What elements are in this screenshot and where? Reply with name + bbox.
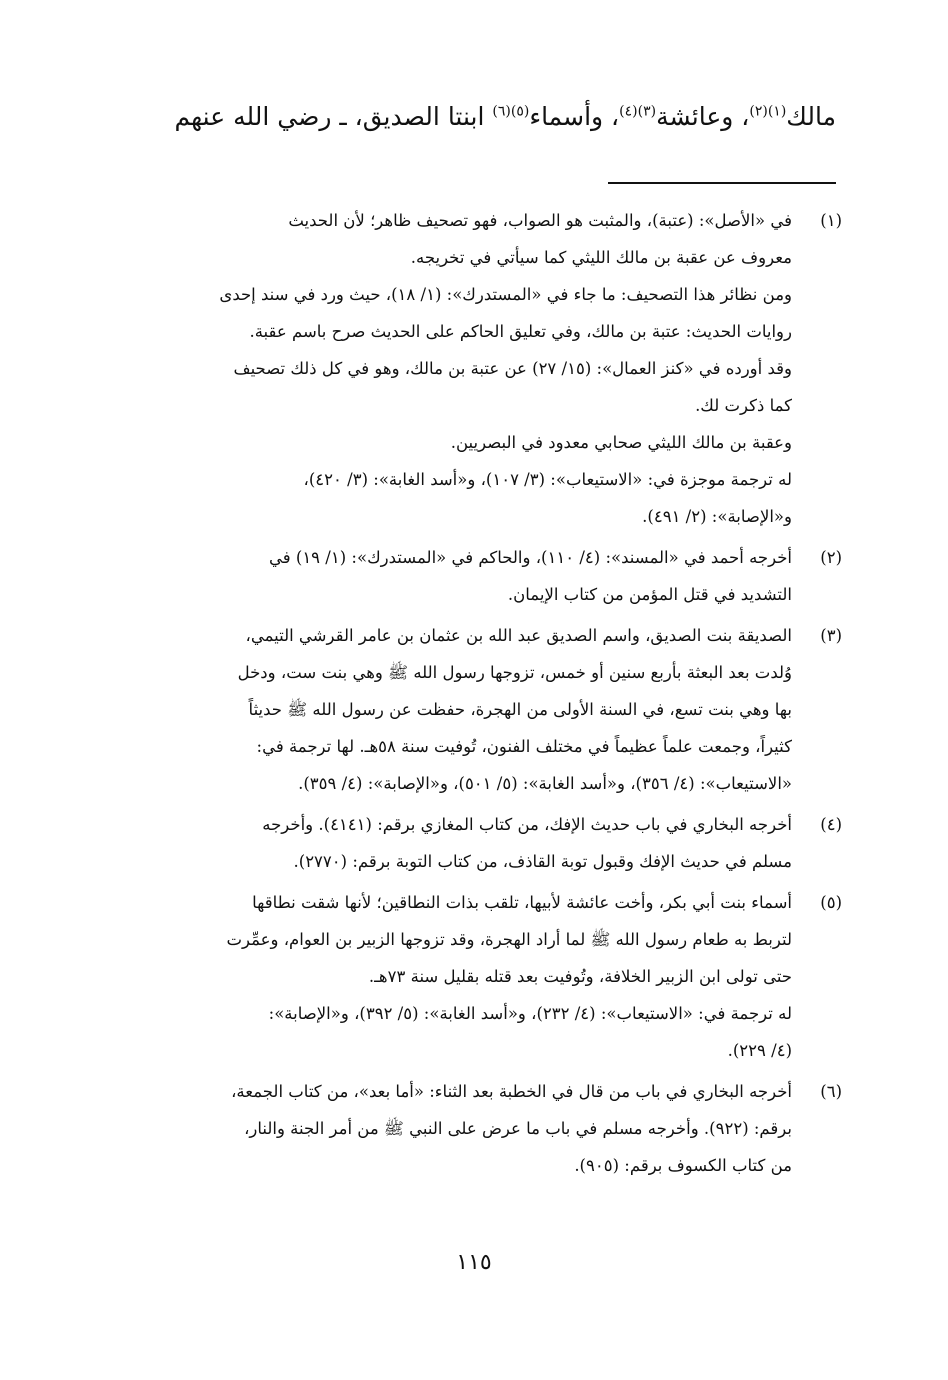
footnote-line: روايات الحديث: عتبة بن مالك، وفي تعليق الحاكم على الحديث صرح باسم عقبة. xyxy=(249,322,792,341)
footnote-line: كثيراً، وجمعت علماً عظيماً في مختلف الفنون، تُوفيت سنة ٥٨هـ. لها ترجمة في: xyxy=(256,737,792,756)
footnote-line: برقم: (٩٢٢). وأخرجه مسلم في باب ما عرض على النبي ﷺ من أمر الجنة والنار، xyxy=(244,1119,792,1138)
footnote-line: في «الأصل»: (عتبة)، والمثبت هو الصواب، فهو تصحيف ظاهر؛ لأن الحديث xyxy=(288,211,792,230)
footnote-line: التشديد في قتل المؤمن من كتاب الإيمان. xyxy=(507,585,792,604)
footnote xyxy=(138,1073,842,1184)
footnote-line: أخرجه البخاري في باب حديث الإفك، من كتاب المغازي برقم: (٤١٤١). وأخرجه xyxy=(262,815,792,834)
footnote-line: أخرجه أحمد في «المسند»: (٤/ ١١٠)، والحاكم في «المستدرك»: (١/ ١٩) في xyxy=(268,548,792,567)
footnote-line: أسماء بنت أبي بكر، وأخت عائشة لأبيها، تلقب بذات النطاقين؛ لأنها شقت نطاقها xyxy=(252,893,792,912)
footnote xyxy=(138,806,842,880)
footnote-number: (٢) xyxy=(820,548,842,567)
footnote-line: «الاستيعاب»: (٤/ ٣٥٦)، و«أسد الغابة»: (٥/ ٥٠١)، و«الإصابة»: (٤/ ٣٥٩). xyxy=(298,774,792,793)
footnote-line: و«الإصابة»: (٢/ ٤٩١). xyxy=(642,507,792,526)
main-text-part: ، وعائشة xyxy=(656,102,750,131)
footnote-line: (٤/ ٢٢٩). xyxy=(727,1041,792,1060)
footnote-line: له ترجمة في: «الاستيعاب»: (٤/ ٢٣٢)، و«أسد الغابة»: (٥/ ٣٩٢)، و«الإصابة»: xyxy=(268,1004,792,1023)
footnote-separator xyxy=(608,182,836,184)
footnote xyxy=(138,884,842,1069)
footnote-reference: (٦) xyxy=(492,103,511,120)
footnote-line: مسلم في حديث الإفك وقبول توبة القاذف، من كتاب التوبة برقم: (٢٧٧٠). xyxy=(293,852,792,871)
footnote xyxy=(138,202,842,535)
footnote-number: (٦) xyxy=(820,1082,842,1101)
footnote-line: لتربط به طعام رسول الله ﷺ لما أراد الهجرة، وقد تزوجها الزبير بن العوام، وعمِّرت xyxy=(226,930,792,949)
page-number: ١١٥ xyxy=(456,1250,492,1275)
footnote-number: (١) xyxy=(820,211,842,230)
footnote-line: بها وهي بنت تسع، في السنة الأولى من الهجرة، حفظت عن رسول الله ﷺ حديثاً xyxy=(248,700,792,719)
footnote-reference: (٤) xyxy=(619,103,638,120)
footnotes-section xyxy=(138,202,842,1188)
footnote-line: معروف عن عقبة بن مالك الليثي كما سيأتي في تخريجه. xyxy=(410,248,792,267)
footnote-number: (٤) xyxy=(820,815,842,834)
footnote-line: له ترجمة موجزة في: «الاستيعاب»: (٣/ ١٠٧)، و«أسد الغابة»: (٣/ ٤٢٠)، xyxy=(303,470,792,489)
footnote-reference: (١) xyxy=(767,103,787,120)
footnote-line: الصديقة بنت الصديق، واسم الصديق عبد الله بن عثمان بن عامر القرشي التيمي، xyxy=(245,626,792,645)
footnote-number: (٥) xyxy=(820,893,842,912)
footnote-line: أخرجه البخاري في باب من قال في الخطبة بعد الثناء: «أما بعد»، من كتاب الجمعة، xyxy=(231,1082,792,1101)
main-text-part: ، وأسماء xyxy=(529,102,620,131)
footnote-line: كما ذكرت لك. xyxy=(695,396,792,415)
footnote xyxy=(138,617,842,802)
main-text-part: مالك xyxy=(786,102,836,131)
footnote xyxy=(138,539,842,613)
footnote-reference: (٥) xyxy=(510,103,530,120)
footnote-number: (٣) xyxy=(820,626,842,645)
main-text-part: ابنتا الصديق، ـ رضي الله عنهم xyxy=(174,102,493,131)
footnote-line: من كتاب الكسوف برقم: (٩٠٥). xyxy=(574,1156,792,1175)
footnote-line: وقد أورده في «كنز العمال»: (١٥/ ٢٧) عن عتبة بن مالك، وهو في كل ذلك تصحيف xyxy=(233,359,792,378)
footnote-reference: (٣) xyxy=(637,103,657,120)
main-text-line xyxy=(116,92,836,142)
footnote-line: وعقبة بن مالك الليثي صحابي معدود في البصريين. xyxy=(450,433,792,452)
footnote-line: وُلدت بعد البعثة بأربع سنين أو خمس، تزوجها رسول الله ﷺ وهي بنت ست، ودخل xyxy=(237,663,792,682)
footnote-line: حتى تولى ابن الزبير الخلافة، وتُوفيت بعد قتله بقليل سنة ٧٣هـ. xyxy=(368,967,792,986)
footnote-line: ومن نظائر هذا التصحيف: ما جاء في «المستدرك»: (١/ ١٨)، حيث ورد في سند إحدى xyxy=(219,285,792,304)
footnote-reference: (٢) xyxy=(749,103,768,120)
